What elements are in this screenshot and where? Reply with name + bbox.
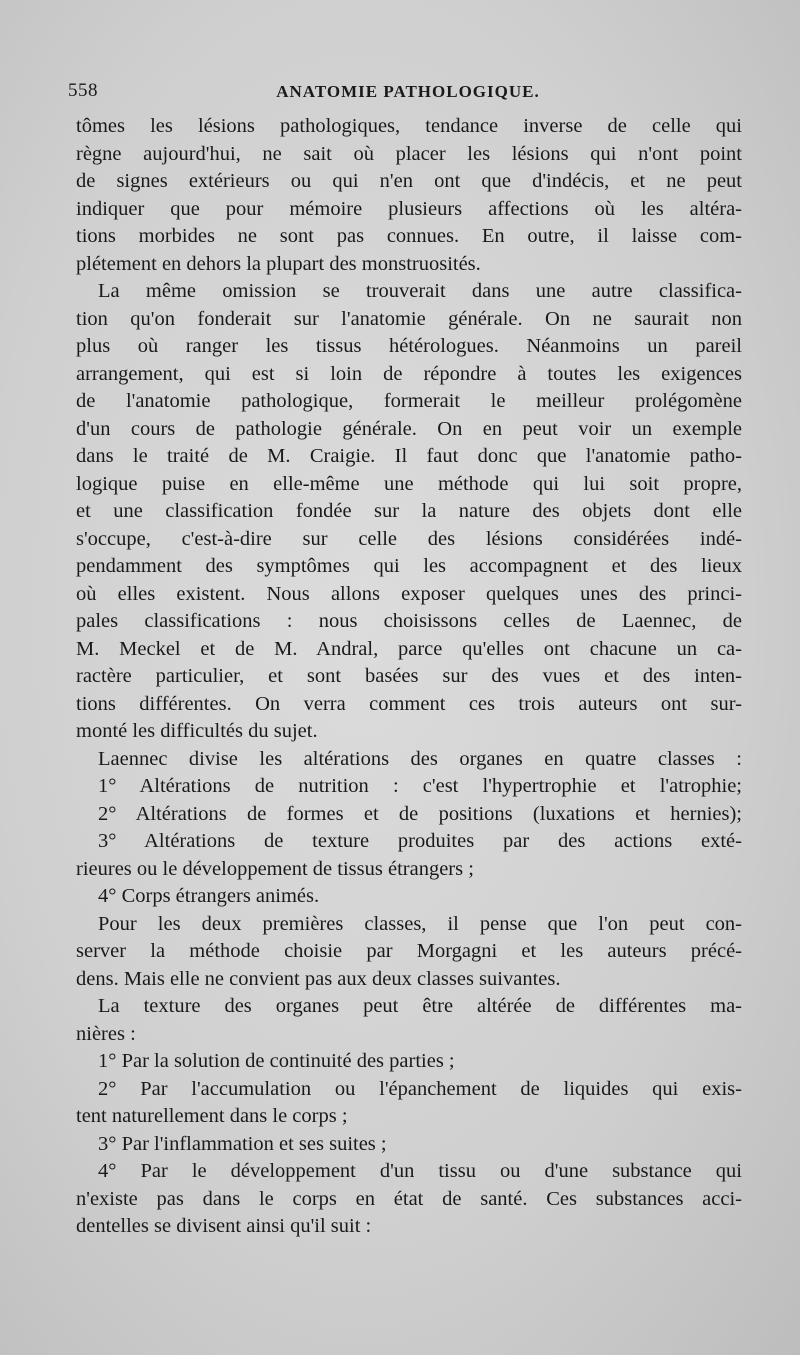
text-line: 2° Par l'accumulation ou l'épanchement de liquides qui exis- — [98, 1077, 742, 1100]
text-line: logique puise en elle-même une méthode qui lui soit propre, — [76, 472, 742, 495]
text-line: tent naturellement dans le corps ; — [76, 1105, 348, 1127]
text-line: La même omission se trouverait dans une autre classifica- — [98, 280, 742, 302]
text-line: tion qu'on fonderait sur l'anatomie générale. On ne saurait non — [76, 307, 742, 330]
text-line: pendamment des symptômes qui les accompagnent et des lieux — [76, 555, 742, 577]
text-line: n'existe pas dans le corps en état de santé. Ces substances acci- — [76, 1187, 742, 1210]
text-line: rieures ou le développement de tissus étrangers ; — [76, 857, 474, 880]
text-line: 1° Altérations de nutrition : c'est l'hypertrophie et l'atrophie; — [98, 775, 742, 797]
text-line: dentelles se divisent ainsi qu'il suit : — [76, 1215, 372, 1237]
text-line: 3° Par l'inflammation et ses suites ; — [98, 1132, 387, 1155]
text-line: La texture des organes peut être altérée de différentes ma- — [98, 995, 742, 1017]
body-text — [76, 113, 742, 1241]
text-line: et une classification fondée sur la nature des objets dont elle — [76, 500, 742, 522]
text-line: de l'anatomie pathologique, formerait le meilleur prolégomène — [76, 390, 742, 412]
text-line: indiquer que pour mémoire plusieurs affections où les altéra- — [76, 197, 742, 220]
text-line: 1° Par la solution de continuité des parties ; — [98, 1050, 455, 1072]
page-header — [68, 80, 748, 106]
text-line: s'occupe, c'est-à-dire sur celle des lésions considérées indé- — [76, 527, 742, 550]
text-line: plétement en dehors la plupart des monstruosités. — [76, 252, 481, 275]
text-line: règne aujourd'hui, ne sait où placer les lésions qui n'ont point — [76, 142, 742, 165]
text-line: 4° Par le développement d'un tissu ou d'une substance qui — [98, 1160, 742, 1182]
page-number: 558 — [68, 80, 98, 101]
text-line: ractère particulier, et sont basées sur des vues et des inten- — [76, 665, 742, 687]
text-line: d'un cours de pathologie générale. On en peut voir un exemple — [76, 417, 742, 440]
text-line: tômes les lésions pathologiques, tendance inverse de celle qui — [76, 115, 742, 137]
text-line: nières : — [76, 1022, 136, 1045]
text-line: 3° Altérations de texture produites par des actions exté- — [98, 830, 742, 852]
text-line: 4° Corps étrangers animés. — [98, 885, 320, 907]
running-head: ANATOMIE PATHOLOGIQUE. — [276, 82, 540, 101]
text-line: de signes extérieurs ou qui n'en ont que d'indécis, et ne peut — [76, 170, 742, 192]
text-line: tions différentes. On verra comment ces trois auteurs ont sur- — [76, 692, 742, 715]
text-line: Pour les deux premières classes, il pense que l'on peut con- — [98, 912, 742, 935]
text-line: monté les difficultés du sujet. — [76, 720, 318, 742]
text-line: Laennec divise les altérations des organes en quatre classes : — [98, 747, 742, 770]
text-line: dans le traité de M. Craigie. Il faut donc que l'anatomie patho- — [76, 445, 742, 467]
text-line: 2° Altérations de formes et de positions (luxations et hernies); — [98, 802, 742, 825]
text-line: arrangement, qui est si loin de répondre à toutes les exigences — [76, 362, 742, 385]
text-line: plus où ranger les tissus hétérologues. Néanmoins un pareil — [76, 335, 742, 357]
text-line: dens. Mais elle ne convient pas aux deux classes suivantes. — [76, 967, 561, 990]
text-line: M. Meckel et de M. Andral, parce qu'elles ont chacune un ca- — [76, 637, 742, 660]
text-line: server la méthode choisie par Morgagni et les auteurs précé- — [76, 940, 742, 962]
text-line: tions morbides ne sont pas connues. En outre, il laisse com- — [76, 225, 742, 247]
text-line: pales classifications : nous choisissons celles de Laennec, de — [76, 610, 742, 632]
text-line: où elles existent. Nous allons exposer quelques unes des princi- — [76, 582, 742, 605]
